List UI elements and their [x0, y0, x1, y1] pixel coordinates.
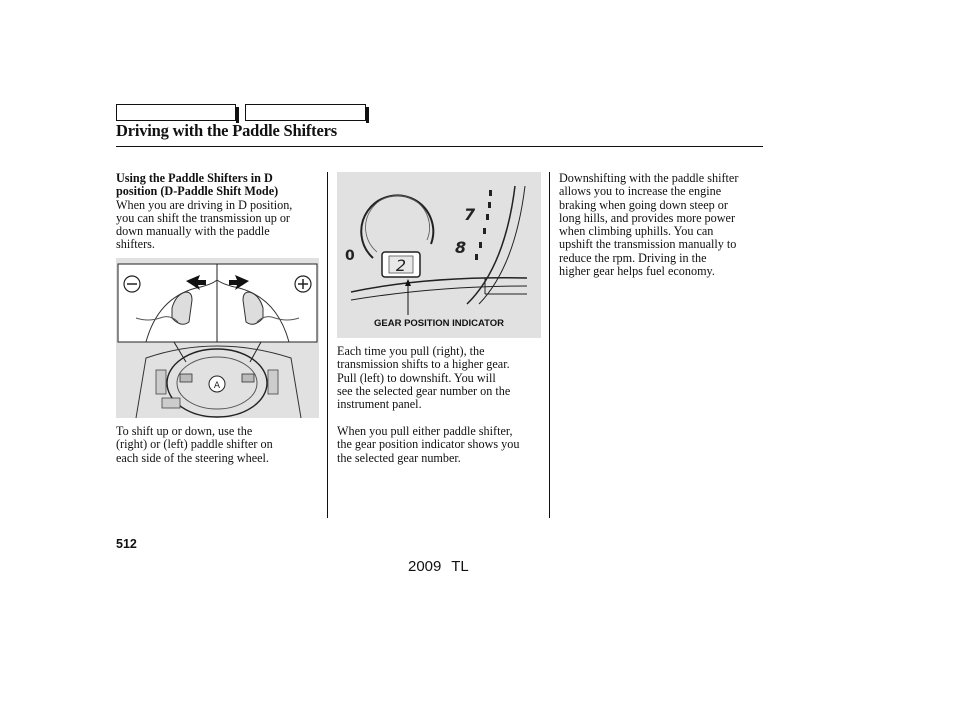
tab-shadow — [366, 107, 369, 123]
svg-text:A: A — [213, 381, 221, 391]
gauge-number-7: 7 — [464, 205, 476, 224]
text-line: braking when going down steep or — [559, 197, 728, 212]
column-1-intro — [116, 172, 321, 252]
column-divider — [327, 172, 328, 518]
gauge-number-0: 0 — [345, 248, 355, 264]
text-line: allows you to increase the engine — [559, 184, 722, 199]
text-line: When you pull either paddle shifter, — [337, 424, 513, 438]
column-2-para-1 — [337, 345, 547, 411]
figure-caption: GEAR POSITION INDICATOR — [373, 318, 505, 329]
column-3-para — [559, 172, 769, 278]
plus-icon — [295, 276, 311, 292]
section-heading: position (D-Paddle Shift Mode) — [116, 184, 279, 199]
text-line: the gear position indicator shows you — [337, 437, 520, 452]
title-rule — [116, 146, 763, 147]
text-line: When you are driving in D position, — [116, 197, 293, 212]
text-line: long hills, and provides more power — [559, 210, 736, 225]
nav-tab-2[interactable] — [245, 104, 366, 121]
column-2-para-2 — [337, 425, 547, 465]
text-line: (right) or (left) paddle shifter on — [116, 437, 273, 452]
column-1-body — [116, 425, 321, 465]
text-line: higher gear helps fuel economy. — [559, 264, 715, 279]
gear-position-indicator-illustration — [337, 172, 541, 338]
text-line: each side of the steering wheel. — [116, 450, 269, 465]
text-line: Downshifting with the paddle shifter — [559, 171, 739, 185]
page-title: Driving with the Paddle Shifters — [116, 121, 337, 140]
text-line: transmission shifts to a higher gear. — [337, 357, 510, 372]
minus-icon — [124, 276, 140, 292]
text-line: instrument panel. — [337, 397, 422, 412]
text-line: when climbing uphills. You can — [559, 224, 714, 239]
text-line: To shift up or down, use the — [116, 424, 253, 438]
nav-tab-1[interactable] — [116, 104, 236, 121]
instrument-cluster-drawing — [337, 172, 541, 318]
text-line: see the selected gear number on the — [337, 383, 511, 398]
steering-wheel-drawing — [116, 258, 319, 418]
gauge-number-8: 8 — [455, 238, 467, 257]
text-line: Pull (left) to downshift. You will — [337, 370, 496, 385]
gear-display-digit: 2 — [395, 256, 407, 275]
column-divider — [549, 172, 550, 518]
text-line: down manually with the paddle — [116, 224, 270, 239]
text-line: you can shift the transmission up or — [116, 210, 290, 225]
text-line: the selected gear number. — [337, 450, 461, 465]
section-heading: Using the Paddle Shifters in D — [116, 171, 273, 185]
text-line: upshift the transmission manually to — [559, 237, 737, 252]
footer-model: 2009 TL — [408, 558, 469, 575]
steering-wheel-illustration — [116, 258, 319, 418]
text-line: reduce the rpm. Driving in the — [559, 250, 707, 265]
text-line: Each time you pull (right), the — [337, 344, 485, 358]
page-number: 512 — [116, 537, 137, 551]
text-line: shifters. — [116, 237, 155, 252]
